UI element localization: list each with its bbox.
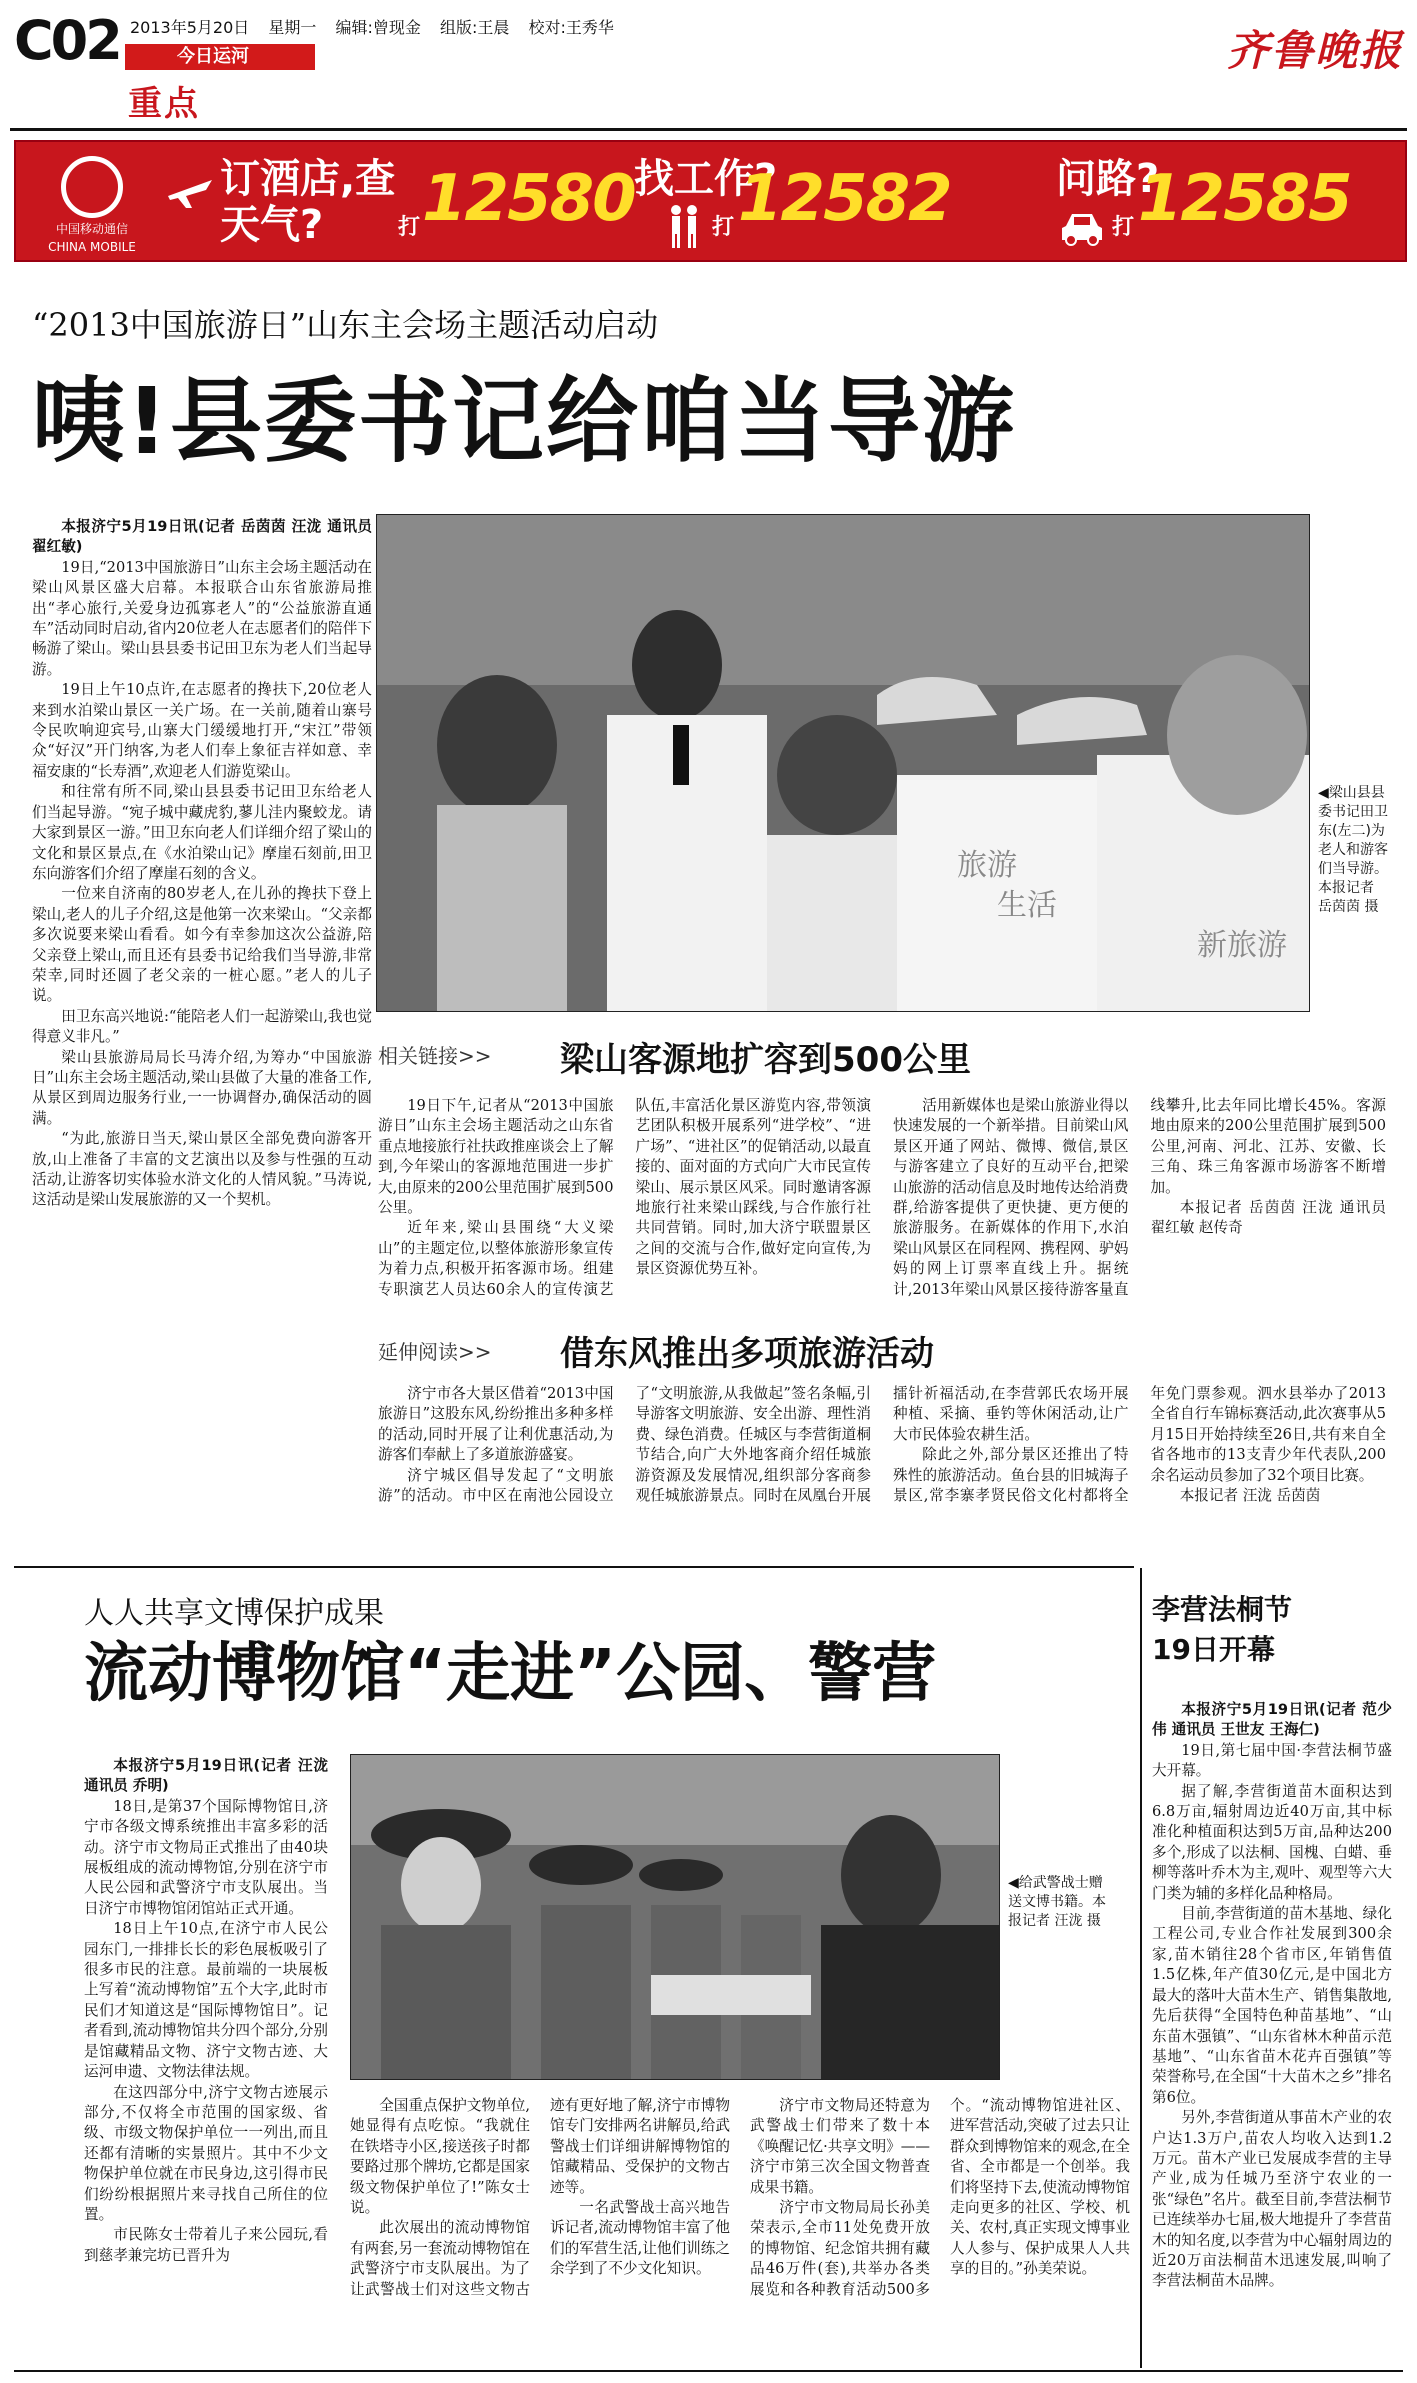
story2-byline: 本报济宁5月19日讯(记者 汪泷 通讯员 乔明) [84,1757,328,1795]
footer-rule [14,2370,1403,2372]
story2-body-bottom [350,2096,1130,2300]
section-main: 重点 [128,84,200,124]
ad-call-word: 打 [398,215,421,240]
proof-credit: 校对:王秀华 [528,18,614,37]
section-rule [14,1566,1134,1568]
story1-photo-caption: ◀梁山县县委书记田卫东(左二)为老人和游客们当导游。本报记者 岳茵茵 摄 [1318,785,1388,915]
related-body [378,1096,1386,1300]
ad-label-jobs: 找工作? [634,156,778,202]
ad-label-hotel: 订酒店,查天气? [220,156,396,248]
related-paragraph: 近年来,梁山县围绕“大义梁山”的主题定位,以整体旅游形象宣传为着力点,积极开拓客源市场。组建专职演艺人员达60余人的宣传演艺队伍,丰富活化景区游览内容,带领演艺团队积极开展系列“进学校”、“进广场”、“进社区”的促销活动,以最直接的、面对面的方式向广大市民宣传梁山、展示景区风采。同时邀请客源地旅行社来梁山踩线,与合作旅行社共同营销。同时,加大济宁联盟景区之间的交流与合作,做好定向宣传,为景区资源优势互补。 [378,1097,871,1298]
story2-paragraph: 济宁市文物局还特意为武警战士们带来了数十本《唤醒记忆·共享文明》——济宁市第三次全国文物普查成果书籍。 [750,2097,930,2196]
story2-photo [350,1754,1000,2080]
story1-byline: 本报济宁5月19日讯(记者 岳茵茵 汪泷 通讯员 翟红敏) [32,518,372,556]
photo1-shirt-text: 生活 [997,888,1057,923]
editor-credit: 编辑:曾现金 [335,18,421,37]
related-label: 相关链接>> [378,1044,492,1068]
story2-headline: 流动博物馆“走进”公园、警营 [84,1637,937,1711]
story2-paragraph: 在这四部分中,济宁文物古迹展示部分,不仅将全市范围的国家级、省级、市级文物保护单位一一列出,而且还都有清晰的实景照片。其中不少文物保护单位就在市民身边,这引得市民们纷纷根据照片来寻找自己所住的位置。 [84,2083,328,2223]
story1-headline: 咦!县委书记给咱当导游 [32,368,1016,475]
story2-photo-caption: ◀给武警战士赠送文博书籍。本报记者 汪泷 摄 [1008,1875,1106,1929]
story3-headline-line2: 19日开幕 [1152,1633,1275,1666]
story2-kicker: 人人共享文博保护成果 [84,1596,384,1631]
china-mobile-logo [38,156,146,254]
story1-photo [376,514,1310,1012]
ad-call-word: 打 [712,215,735,240]
ad-banner [14,140,1407,262]
story1-paragraph: 19日,“2013中国旅游日”山东主会场主题活动在梁山风景区盛大启幕。本报联合山东省旅游局推出“孝心旅行,关爱身边孤寡老人”的“公益旅游直通车”活动同时启动,省内20位老人在志愿者们的陪伴下畅游了梁山。梁山县县委书记田卫东为老人们当起导游。 [32,558,372,678]
issue-weekday: 星期一 [268,18,317,37]
story2-paragraph: 全国重点保护文物单位,她显得有点吃惊。“我就住在铁塔寺小区,接送孩子时都要路过那个牌坊,它都是国家级文物保护单位了!”陈女士说。 [350,2097,530,2217]
ad-item-jobs [634,154,1014,250]
story3-headline-line1: 李营法桐节 [1152,1593,1293,1626]
layout-credit: 组版:王晨 [439,18,510,37]
header-rule [10,128,1407,131]
story1-paragraph: 19日上午10点许,在志愿者的搀扶下,20位老人来到水泊梁山景区一关广场。在一关前,随着山寨号令民吹响迎宾号,山寨大门缓缓地打开,“宋江”带领众“好汉”开门纳客,为老人们奉上象征吉祥如意、幸福安康的“长寿酒”,欢迎老人们游览梁山。 [32,681,372,780]
ad-label-directions: 问路? [1056,156,1160,202]
story1-paragraph: 梁山县旅游局局长马涛介绍,为筹办“中国旅游日”山东主会场主题活动,梁山县做了大量的准备工作,从景区到周边服务行业,一一协调督办,确保活动的圆满。 [32,1048,372,1127]
story1-kicker: “2013中国旅游日”山东主会场主题活动启动 [32,306,659,344]
extended-title: 借东风推出多项旅游活动 [560,1334,934,1374]
story1-paragraph: 和往常有所不同,梁山县县委书记田卫东给老人们当起导游。“宛子城中藏虎豹,蓼儿洼内聚蛟龙。请大家到景区一游。”田卫东向老人们详细介绍了梁山的文化和景区景点,在《水泊梁山记》摩崖石刻前,田卫东向游客们介绍了摩崖石刻的含义。 [32,783,372,882]
story3-paragraph: 据了解,李营街道苗木面积达到6.8万亩,辐射周边近40万亩,其中标准化种植面积达到5万亩,品种达200多个,形成了以法桐、国槐、白蜡、垂柳等落叶乔木为主,观叶、观型等六大门类为辅的多样化品种格局。 [1152,1782,1392,1902]
logo-text: 中国移动通信 [55,222,128,236]
ad-number-12580: 12580 [422,162,635,236]
extended-credit: 本报记者 汪泷 岳茵茵 [1179,1487,1321,1505]
car-icon [1060,210,1104,246]
logo-icon [61,156,123,218]
extended-body [378,1384,1386,1506]
page-number: C02 [14,9,120,72]
ad-item-hotel-weather [166,154,635,250]
story2-paragraph: 市民陈女士带着儿子来公园玩,看到慈孝兼完坊已晋升为 [84,2226,328,2264]
story1-body [32,517,372,1211]
related-credit: 本报记者 岳茵茵 汪泷 通讯员 翟红敏 赵传奇 [1150,1199,1386,1237]
issue-meta [130,18,628,38]
story1-paragraph: 田卫东高兴地说:“能陪老人们一起游梁山,我也觉得意义非凡。” [32,1007,372,1046]
story3-byline: 本报济宁5月19日讯(记者 范少伟 通讯员 王世友 王海仁) [1152,1701,1392,1739]
story3-headline [1152,1590,1392,1670]
story3-paragraph: 19日,第七届中国·李营法桐节盛大开幕。 [1152,1741,1392,1780]
logo-text-en: CHINA MOBILE [48,240,136,254]
related-title: 梁山客源地扩容到500公里 [560,1040,971,1080]
newspaper-brand: 齐鲁晚报 [1226,26,1403,75]
extended-paragraph: 除此之外,部分景区还推出了特殊性的旅游活动。鱼台县的旧城海子景区,常李寨孝贤民俗文化村都将全年免门票参观。泗水县举办了2013全省自行车锦标赛活动,此次赛事从5月15日开始持续至26日,共有来自全省各地市的13支青少年代表队,200余名运动员参加了32个项目比赛。 [893,1385,1386,1505]
story3-paragraph: 目前,李营街道的苗木基地、绿化工程公司,专业合作社发展到300余家,苗木销往28个省市区,年销售值1.5亿株,年产值30亿元,是中国北方最大的落叶大苗木生产、销售集散地,先后获得“全国特色种苗基地”、“山东苗木强镇”、“山东省林木种苗示范基地”、“山东省苗木花卉百强镇”等荣誉称号,在全国“十大苗木之乡”排名第6位。 [1152,1905,1392,2106]
ad-call-word: 打 [1112,215,1135,240]
ad-item-directions [1056,154,1396,250]
sidebar-rule [1140,1568,1142,2368]
photo1-shirt-text: 新旅游 [1197,928,1287,963]
photo1-shirt-text: 旅游 [957,848,1017,883]
related-paragraph: 活用新媒体也是梁山旅游业得以快速发展的一个新举措。目前梁山风景区开通了网站、微博、微信,景区与游客建立了良好的互动平台,把梁山旅游的活动信息及时地传达给消费群,给游客提供了更快捷、更方便的旅游服务。在新媒体的作用下,水泊梁山风景区在同程网、携程网、驴妈妈的网上订票率直线上升。据统计,2013年梁山风景区接待游客量直线攀升,比去年同比增长45%。客源地由原来的200公里范围扩展到500公里,河南、河北、江苏、安徽、长三角、珠三角客源市场游客不断增加。 [893,1097,1386,1298]
ad-number-12585: 12585 [1138,162,1351,236]
extended-paragraph: 济宁城区倡导发起了“文明旅游”的活动。市中区在南池公园设立了“文明旅游,从我做起”签名条幅,引导游客文明旅游、安全出游、理性消费、绿色消费。任城区与李营街道桐节结合,向广大外地客商介绍任城旅游资源及发展情况,组织部分客商参观任城旅游景点。同时在凤凰台开展擂针祈福活动,在李营郭氏农场开展种植、采摘、垂钓等休闲活动,让广大市民体验农耕生活。 [378,1385,1129,1505]
related-paragraph: 19日下午,记者从“2013中国旅游日”山东主会场主题活动之山东省重点地接旅行社扶政推座谈会上了解到,今年梁山的客源地范围进一步扩大,由原来的200公里范围扩展到500公里。 [378,1097,614,1217]
story2-paragraph: 此次展出的流动博物馆有两套,另一套流动博物馆在武警济宁市支队展出。为了让武警战士们对这些文物古迹有更好地了解,济宁市博物馆专门安排两名讲解员,给武警战士们详细讲解博物馆的馆藏精品、受保护的文物古迹等。 [350,2097,730,2298]
section-tag: 今日运河 [125,44,315,70]
issue-date: 2013年5月20日 [130,18,250,37]
story3-paragraph: 另外,李营街道从事苗木产业的农户达1.3万户,苗农人均收入达到1.2万元。苗木产业已发展成李营的主导产业,成为任城乃至济宁农业的一张“绿色”名片。截至目前,李营法桐节已连续举办七届,极大地提升了李营苗木的知名度,以李营为中心辐射周边的近20万亩法桐苗木迅速发展,叫响了李营法桐苗木品牌。 [1152,2109,1392,2290]
story2-paragraph: 18日上午10点,在济宁市人民公园东门,一排排长长的彩色展板吸引了很多市民的注意。最前端的一块展板上写着“流动博物馆”五个大字,此时市民们才知道这是“国际博物馆日”。记者看到,流动博物馆共分四个部分,分别是馆藏精品文物、济宁文物古迹、大运河申遗、文物法律法规。 [84,1920,328,2081]
story1-paragraph: 一位来自济南的80岁老人,在儿孙的搀扶下登上梁山,老人的儿子介绍,这是他第一次来梁山。“父亲都多次说要来梁山看看。如今有幸参加这次公益游,陪父亲登上梁山,而且还有县委书记给我们当导游,非常荣幸,同时还圆了老父亲的一桩心愿。”老人的儿子说。 [32,885,372,1005]
ad-number-12582: 12582 [738,162,951,236]
story2-body-left [84,1756,328,2266]
story2-paragraph: 一名武警战士高兴地告诉记者,流动博物馆丰富了他们的军营生活,让他们训练之余学到了不少文化知识。 [550,2199,730,2278]
story1-paragraph: “为此,旅游日当天,梁山景区全部免费向游客开放,山上准备了丰富的文艺演出以及参与性强的互动活动,让游客切实体验水浒文化的人情风貌。”马涛说,这活动是梁山发展旅游的又一个契机。 [32,1130,372,1209]
walking-people-icon [664,204,704,248]
story3-body [1152,1700,1392,2292]
extended-label: 延伸阅读>> [378,1340,492,1364]
extended-paragraph: 济宁市各大景区借着“2013中国旅游日”这股东风,纷纷推出多种多样的活动,同时开展了让利优惠活动,为游客们奉献上了多道旅游盛宴。 [378,1385,614,1464]
story2-paragraph: 18日,是第37个国际博物馆日,济宁市各级文博系统推出丰富多彩的活动。济宁市文物局正式推出了由40块展板组成的流动博物馆,分别在济宁市人民公园和武警济宁市支队展出。当日济宁市博物馆闭馆站正式开通。 [84,1797,328,1917]
airplane-icon [166,172,214,212]
story2-paragraph: 济宁市文物局局长孙美荣表示,全市11处免费开放的博物馆、纪念馆共拥有藏品46万件(套),共举办各类展览和各种教育活动500多个。“流动博物馆进社区、进军营活动,突破了过去只让群众到博物馆来的观念,在全省、全市都是一个创举。我们将坚持下去,使流动博物馆走向更多的社区、学校、机关、农村,真正实现文博事业人人参与、保护成果人人共享的目的。”孙美荣说。 [750,2097,1130,2298]
